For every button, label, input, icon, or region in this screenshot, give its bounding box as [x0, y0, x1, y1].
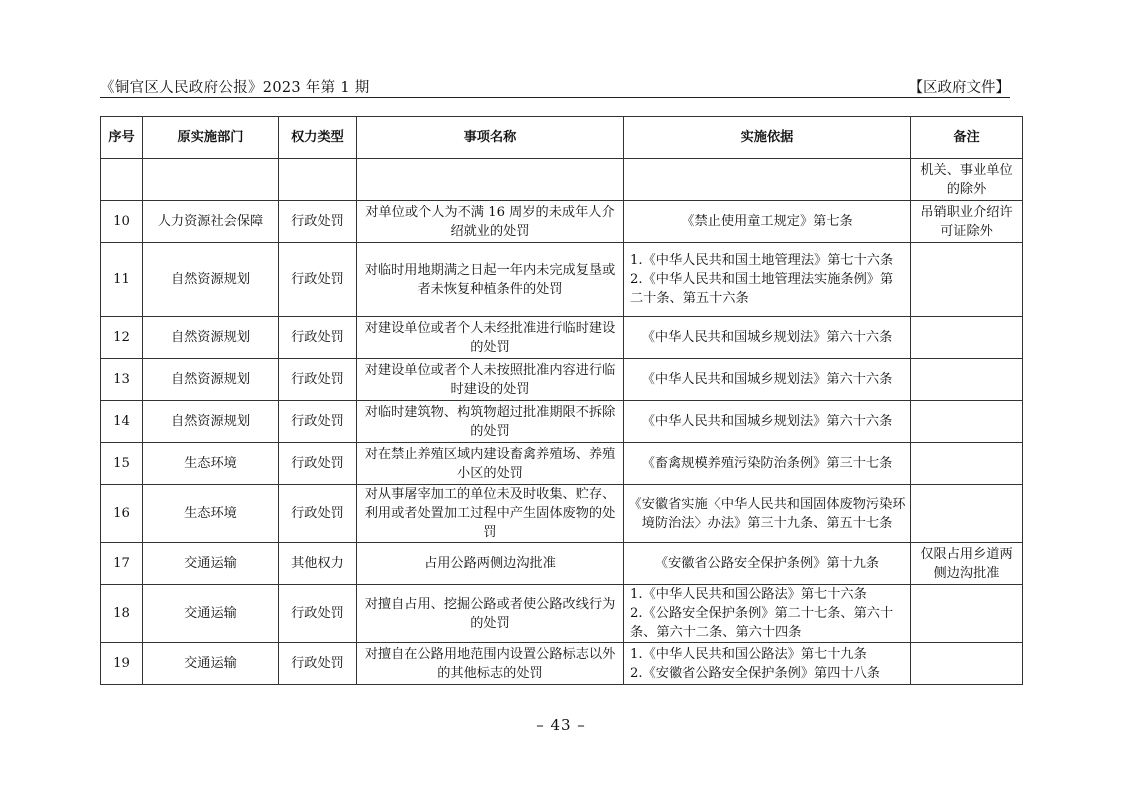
page-header: [100, 76, 1010, 96]
table-row: [101, 443, 1023, 485]
row-department: 交通运输: [143, 643, 279, 685]
table-row: [101, 359, 1023, 401]
row-basis: [624, 643, 911, 685]
row-department: [143, 159, 279, 201]
row-item-name: 对建设单位或者个人未经批准进行临时建设的处罚: [357, 317, 624, 359]
row-basis: [624, 401, 911, 443]
row-item-name: [357, 159, 624, 201]
section-label: 【区政府文件】: [908, 80, 1010, 96]
row-item-name: 对临时用地期满之日起一年内未完成复垦或者未恢复种植条件的处罚: [357, 243, 624, 317]
row-power-type: 行政处罚: [279, 401, 357, 443]
col-header-dept: 原实施部门: [143, 117, 279, 159]
col-header-note: 备注: [911, 117, 1023, 159]
row-number: 19: [101, 643, 143, 685]
row-note: [911, 585, 1023, 643]
basis-line: 1.《中华人民共和国公路法》第七十九条: [630, 646, 867, 662]
row-item-name: 对从事屠宰加工的单位未及时收集、贮存、利用或者处置加工过程中产生固体废物的处罚: [357, 485, 624, 543]
basis-line: 《中华人民共和国城乡规划法》第六十六条: [641, 372, 893, 387]
row-item-name: 对单位或个人为不满 16 周岁的未成年人介绍就业的处罚: [357, 201, 624, 243]
row-note: [911, 401, 1023, 443]
row-note: 仅限占用乡道两侧边沟批准: [911, 543, 1023, 585]
row-number: 16: [101, 485, 143, 543]
col-header-type: 权力类型: [279, 117, 357, 159]
row-number: 17: [101, 543, 143, 585]
row-item-name: 对擅自在公路用地范围内设置公路标志以外的其他标志的处罚: [357, 643, 624, 685]
row-item-name: 对擅自占用、挖掘公路或者使公路改线行为的处罚: [357, 585, 624, 643]
row-note: [911, 485, 1023, 543]
table-row: [101, 243, 1023, 317]
row-power-type: [279, 159, 357, 201]
basis-line: 《畜禽规模养殖污染防治条例》第三十七条: [641, 456, 893, 471]
row-number: 15: [101, 443, 143, 485]
basis-line: 《禁止使用童工规定》第七条: [681, 214, 853, 229]
row-power-type: 行政处罚: [279, 201, 357, 243]
row-department: 自然资源规划: [143, 359, 279, 401]
row-department: 自然资源规划: [143, 243, 279, 317]
row-item-name: 对建设单位或者个人未按照批准内容进行临时建设的处罚: [357, 359, 624, 401]
table-row: [101, 585, 1023, 643]
basis-line: 2.《公路安全保护条例》第二十七条、第六十条、第六十二条、第六十四条: [630, 606, 894, 640]
row-number: 14: [101, 401, 143, 443]
row-power-type: 行政处罚: [279, 585, 357, 643]
basis-line: 2.《中华人民共和国土地管理法实施条例》第二十条、第五十六条: [630, 272, 894, 306]
col-header-item: 事项名称: [357, 117, 624, 159]
row-basis: [624, 443, 911, 485]
row-number: 12: [101, 317, 143, 359]
row-department: 自然资源规划: [143, 317, 279, 359]
row-basis: [624, 317, 911, 359]
row-basis: [624, 585, 911, 643]
row-item-name: 对在禁止养殖区域内建设畜禽养殖场、养殖小区的处罚: [357, 443, 624, 485]
row-power-type: 行政处罚: [279, 443, 357, 485]
row-basis: [624, 201, 911, 243]
row-note: 机关、事业单位的除外: [911, 159, 1023, 201]
row-note: [911, 359, 1023, 401]
row-department: 生态环境: [143, 485, 279, 543]
basis-line: 《中华人民共和国城乡规划法》第六十六条: [641, 414, 893, 429]
table-row: [101, 643, 1023, 685]
table-row: [101, 485, 1023, 543]
row-note: [911, 643, 1023, 685]
row-note: 吊销职业介绍许可证除外: [911, 201, 1023, 243]
bulletin-title: 《铜官区人民政府公报》2023 年第 1 期: [100, 80, 370, 96]
row-power-type: 行政处罚: [279, 317, 357, 359]
row-department: 人力资源社会保障: [143, 201, 279, 243]
row-department: 交通运输: [143, 585, 279, 643]
row-item-name: 占用公路两侧边沟批准: [357, 543, 624, 585]
row-basis: [624, 359, 911, 401]
basis-line: 1.《中华人民共和国公路法》第七十六条: [630, 587, 867, 602]
row-number: 11: [101, 243, 143, 317]
row-number: 18: [101, 585, 143, 643]
row-number: [101, 159, 143, 201]
page-number: – 43 –: [536, 716, 586, 734]
table-row: [101, 201, 1023, 243]
col-header-basis: 实施依据: [624, 117, 911, 159]
row-note: [911, 443, 1023, 485]
row-number: 10: [101, 201, 143, 243]
row-basis: [624, 485, 911, 543]
row-item-name: 对临时建筑物、构筑物超过批准期限不拆除的处罚: [357, 401, 624, 443]
row-power-type: 行政处罚: [279, 243, 357, 317]
basis-line: 《中华人民共和国城乡规划法》第六十六条: [641, 330, 893, 345]
row-department: 交通运输: [143, 543, 279, 585]
table-row: [101, 401, 1023, 443]
row-power-type: 行政处罚: [279, 359, 357, 401]
row-basis: [624, 543, 911, 585]
table-body: [101, 159, 1023, 685]
header-rule: [100, 97, 1010, 98]
table-row: [101, 159, 1023, 201]
items-table: [100, 116, 1023, 685]
row-department: 自然资源规划: [143, 401, 279, 443]
basis-line: 《安徽省实施〈中华人民共和国固体废物污染环境防治法〉办法》第三十九条、第五十七条: [628, 496, 906, 531]
basis-line: 2.《安徽省公路安全保护条例》第四十八条: [630, 665, 880, 681]
table-row: [101, 543, 1023, 585]
row-basis: [624, 159, 911, 201]
row-department: 生态环境: [143, 443, 279, 485]
table-header-row: [101, 117, 1023, 159]
row-power-type: 其他权力: [279, 543, 357, 585]
col-header-no: 序号: [101, 117, 143, 159]
basis-line: 《安徽省公路安全保护条例》第十九条: [654, 556, 880, 571]
row-power-type: 行政处罚: [279, 643, 357, 685]
basis-line: 1.《中华人民共和国土地管理法》第七十六条: [630, 253, 894, 268]
row-note: [911, 243, 1023, 317]
row-basis: [624, 243, 911, 317]
row-power-type: 行政处罚: [279, 485, 357, 543]
row-note: [911, 317, 1023, 359]
row-number: 13: [101, 359, 143, 401]
table-row: [101, 317, 1023, 359]
